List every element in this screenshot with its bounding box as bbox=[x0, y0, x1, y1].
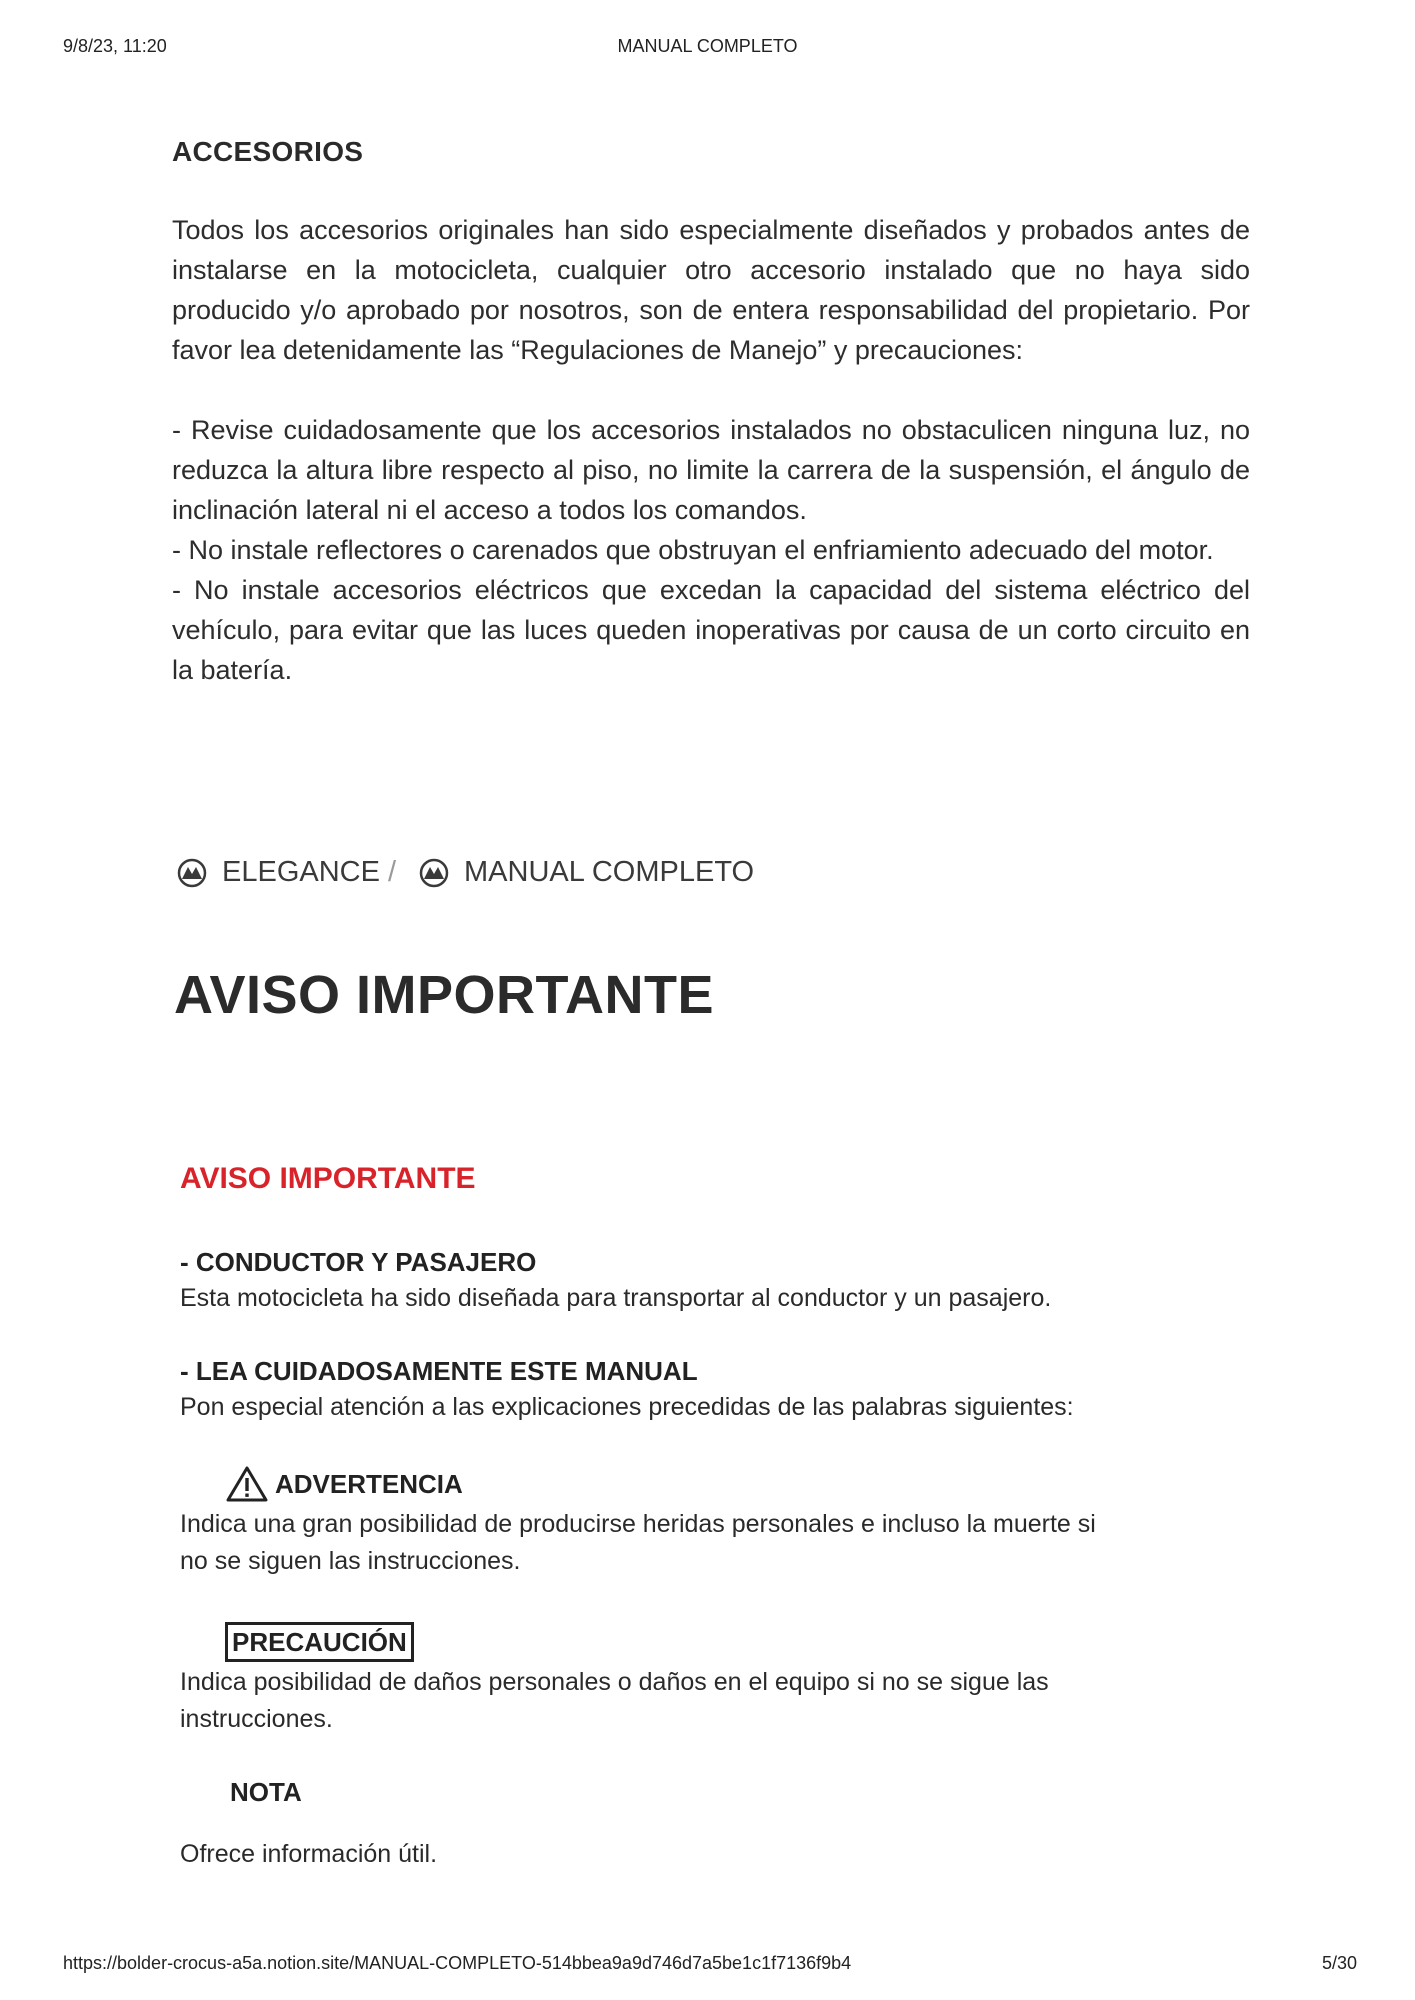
accesorios-heading: ACCESORIOS bbox=[172, 136, 364, 167]
page-title: AVISO IMPORTANTE bbox=[174, 965, 715, 1025]
precaucion-text-1: Indica posibilidad de daños personales o daños en el equipo si no se sigue las bbox=[180, 1668, 1049, 1696]
accesorios-section bbox=[172, 136, 1250, 690]
nota-text: Ofrece información útil. bbox=[180, 1840, 438, 1868]
accesorios-item-3: - No instale accesorios eléctricos que excedan la capacidad del sistema eléctrico del vehículo, para evitar que las luces queden inoperativas por causa de un corto circuito en la batería. bbox=[172, 575, 1250, 685]
print-title: MANUAL COMPLETO bbox=[617, 36, 798, 56]
accesorios-item-1: - Revise cuidadosamente que los accesorios instalados no obstaculicen ninguna luz, no reduzca la altura libre respecto al piso, no limite la carrera de la suspensión, el ángulo de inclinación lateral ni el acceso a todos los comandos. bbox=[172, 415, 1250, 525]
conductor-block bbox=[180, 1244, 1180, 1317]
accesorios-intro: Todos los accesorios originales han sido especialmente diseñados y probados antes de instalarse en la motocicleta, cualquier otro accesorio instalado que no haya sido producido y/o aprobado por nosotros, son de entera responsabilidad del propietario. Por favor lea detenidamente las “Regulaciones de Manejo” y precauciones: bbox=[172, 215, 1250, 365]
advertencia-text-1: Indica una gran posibilidad de producirse heridas personales e incluso la muerte si bbox=[180, 1510, 1096, 1538]
lea-heading: - LEA CUIDADOSAMENTE ESTE MANUAL bbox=[180, 1356, 698, 1386]
breadcrumb bbox=[176, 856, 754, 889]
conductor-heading: - CONDUCTOR Y PASAJERO bbox=[180, 1247, 537, 1277]
breadcrumb-item-manual[interactable]: MANUAL COMPLETO bbox=[464, 856, 755, 888]
advertencia-label-text: ADVERTENCIA bbox=[275, 1468, 463, 1499]
breadcrumb-separator: / bbox=[387, 856, 397, 888]
lea-text: Pon especial atención a las explicaciones precedidas de las palabras siguientes: bbox=[180, 1393, 1074, 1421]
print-date: 9/8/23, 11:20 bbox=[63, 36, 167, 56]
breadcrumb-item-elegance[interactable]: ELEGANCE bbox=[222, 856, 380, 888]
page-number: 5/30 bbox=[1321, 1953, 1357, 1973]
advertencia-block bbox=[180, 1462, 1180, 1580]
aviso-heading: AVISO IMPORTANTE bbox=[180, 1162, 476, 1195]
brand-logo-icon bbox=[176, 857, 208, 889]
precaucion-text-2: instrucciones. bbox=[180, 1705, 333, 1733]
warning-triangle-icon bbox=[225, 1465, 269, 1503]
brand-logo-icon bbox=[418, 857, 450, 889]
accesorios-item-2: - No instale reflectores o carenados que obstruyan el enfriamiento adecuado del motor. bbox=[172, 535, 1214, 565]
advertencia-label bbox=[225, 1462, 1180, 1506]
aviso-section bbox=[180, 1162, 1180, 1909]
precaucion-block bbox=[180, 1616, 1180, 1738]
conductor-text: Esta motocicleta ha sido diseñada para transportar al conductor y un pasajero. bbox=[180, 1284, 1052, 1312]
advertencia-text-2: no se siguen las instrucciones. bbox=[180, 1547, 521, 1575]
lea-block bbox=[180, 1353, 1180, 1426]
precaucion-label: PRECAUCIÓN bbox=[225, 1622, 414, 1662]
nota-block bbox=[180, 1774, 1180, 1873]
print-url: https://bolder-crocus-a5a.notion.site/MANUAL-COMPLETO-514bbea9a9d746d7a5be1c1f7136f9b4 bbox=[63, 1953, 852, 1973]
nota-label: NOTA bbox=[230, 1777, 302, 1807]
